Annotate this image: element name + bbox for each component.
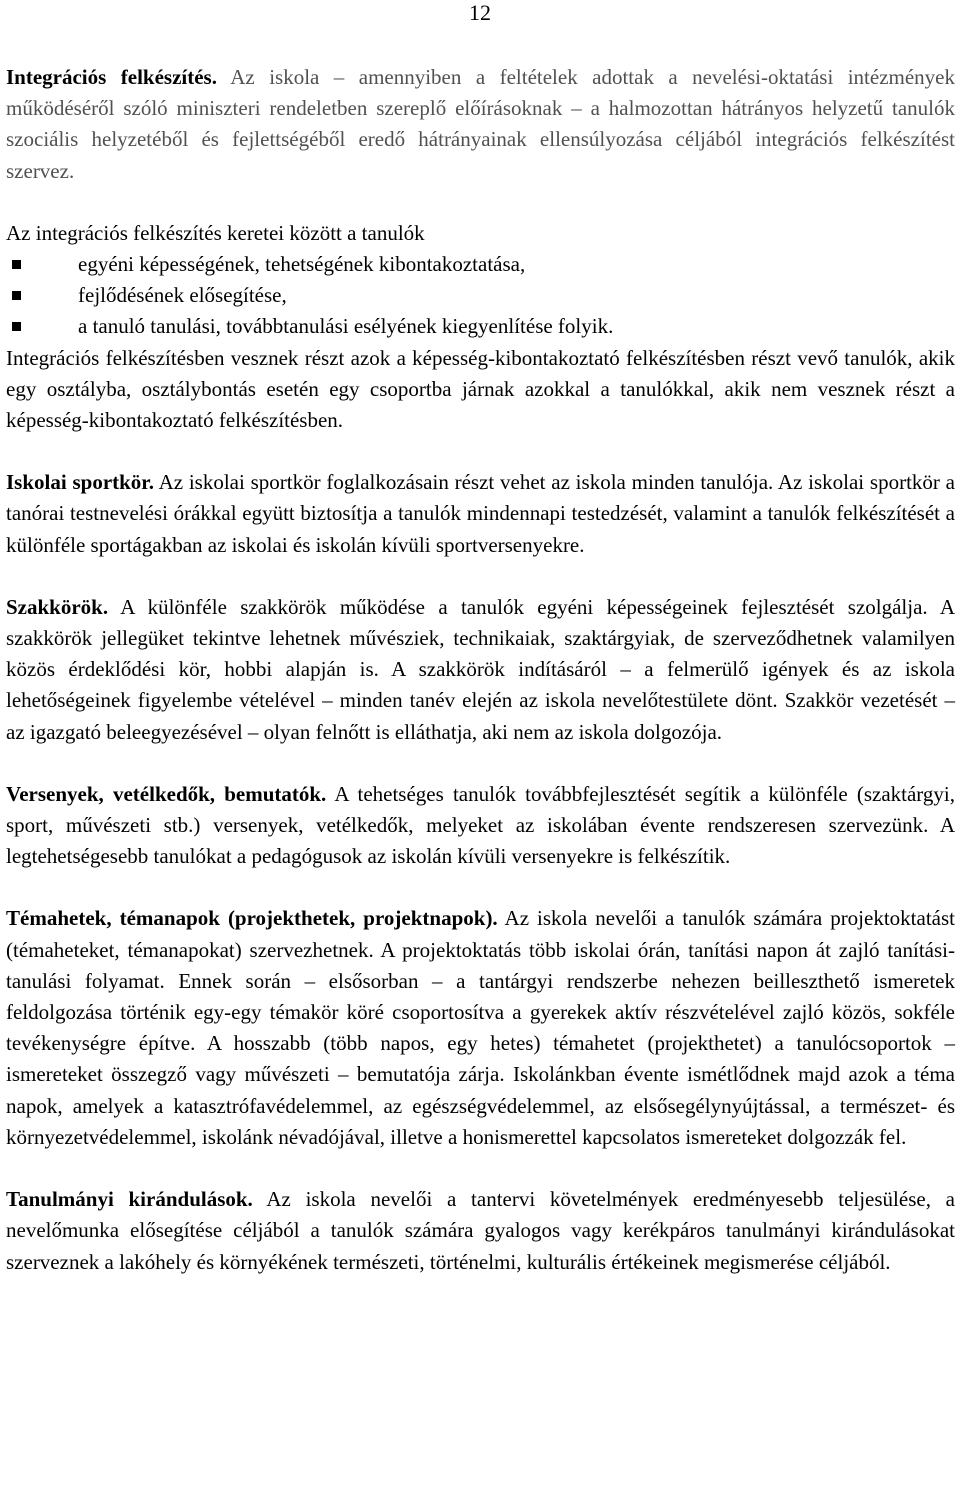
heading-kirandulasok: Tanulmányi kirándulások. [6,1187,253,1212]
text-temahetek: Az iskola nevelői a tanulók számára projektoktatást (témaheteket, témanapokat) szervezhetnek. A projektoktatás több iskolai órán, tanítási napon át zajló tanítási-tanulási folyamat. Ennek során – elsősorban – a tantárgyi rendszerbe nehezen beilleszthető ismeretek feldolgozása történik egy-egy témakör köré csoportosítva a gyerekek aktív részvételével zajló közös, sokféle tevékenységre építve. A hosszabb (több napos, egy hetes) témahetet (projekthetet) a tanulócsoportok – ismereteket összegző vagy művészeti – bemutatója zárja. Iskolánkban évente ismétlődnek majd azok a téma napok, amelyek a katasztrófavédelemmel, az egészségvédelemmel, az elsősegélynyújtással, a természet- és környezetvédelemmel, iskolánk névadójával, illetve a honismerettel kapcsolatos ismereteket dolgozzák fel. [6,906,955,1149]
square-bullet-icon [12,291,21,300]
heading-sportkor: Iskolai sportkör. [6,470,154,495]
square-bullet-icon [12,260,21,269]
paragraph-kirandulasok [6,1184,955,1278]
paragraph-sportkor [6,467,955,561]
heading-szakkorok: Szakkörök. [6,594,109,619]
paragraph-integracio [6,62,955,187]
heading-integracio: Integrációs felkészítés. [6,65,217,89]
heading-versenyek: Versenyek, vetélkedők, bemutatók. [6,781,327,806]
text-versenyek: A tehetséges tanulók továbbfejlesztését segítik a különféle (szaktárgyi, sport, művészeti stb.) versenyek, vetélkedők, melyeket az iskolában évente rendszeresen szervezünk. A legtehetségesebb tanulókat a pedagógusok az iskolán kívüli versenyekre is felkészítik. [6,781,956,869]
square-bullet-icon [12,322,21,331]
list-item: fejlődésének elősegítése, [6,280,955,311]
paragraph-temahetek [6,903,955,1153]
text-kirandulasok: Az iskola nevelői a tantervi követelmények eredményesebb teljesülése, a nevelőmunka elősegítése céljából a tanulók számára gyalogos vagy kerékpáros tanulmányi kirándulásokat szerveznek a lakóhely és környékének természeti, történelmi, kulturális értékeinek megismerése céljából. [6,1187,955,1274]
paragraph-versenyek [6,779,955,873]
text-integracio: Az iskola – amennyiben a feltételek adottak a nevelési-oktatási intézmények működéséről szóló miniszteri rendeletben szereplő előírásoknak – a halmozottan hátrányos helyzetű tanulók szociális helyzetéből és fejlettségéből eredő hátrányainak ellensúlyozása céljából integrációs felkészítést szervez. [6,65,956,183]
text-szakkorok: A különféle szakkörök működése a tanulók egyéni képességeinek fejlesztését szolgálja. A szakkörök jellegüket tekintve lehetnek művésziek, technikaiak, szaktárgyiak, de szerveződhetnek valamilyen közös érdeklődési kör, hobbi alapján is. A szakkörök indításáról – a felmerülő igények és az iskola lehetőségeinek figyelembe vételével – minden tanév elején az iskola nevelőtestülete dönt. Szakkör vezetését – az igazgató beleegyezésével – olyan felnőtt is elláthatja, aki nem az iskola dolgozója. [6,594,955,744]
page-number: 12 [469,0,491,25]
page-content [6,62,955,1278]
list-item: a tanuló tanulási, továbbtanulási esélyének kiegyenlítése folyik. [6,311,955,342]
paragraph-keretek: Integrációs felkészítésben vesznek részt azok a képesség-kibontakoztató felkészítésben részt vevő tanulók, akik egy osztályba, osztálybontás esetén egy csoportba járnak azokkal a tanulókkal, akik nem vesznek részt a képesség-kibontakoztató felkészítésben. [6,345,955,433]
keretek-intro: Az integrációs felkészítés keretei között a tanulók [6,220,425,245]
heading-temahetek: Témahetek, témanapok (projekthetek, projektnapok). [6,906,498,931]
list-item: egyéni képességének, tehetségének kibontakoztatása, [6,249,955,280]
paragraph-szakkorok [6,592,955,748]
keretek-list [6,249,955,343]
text-sportkor: Az iskolai sportkör foglalkozásain részt vehet az iskola minden tanulója. Az iskolai sportkör a tanórai testnevelési órákkal együtt biztosítja a tanulók mindennapi testedzését, valamint a tanulók felkészítését a különféle sportágakban az iskolai és iskolán kívüli sportversenyekre. [6,470,956,557]
